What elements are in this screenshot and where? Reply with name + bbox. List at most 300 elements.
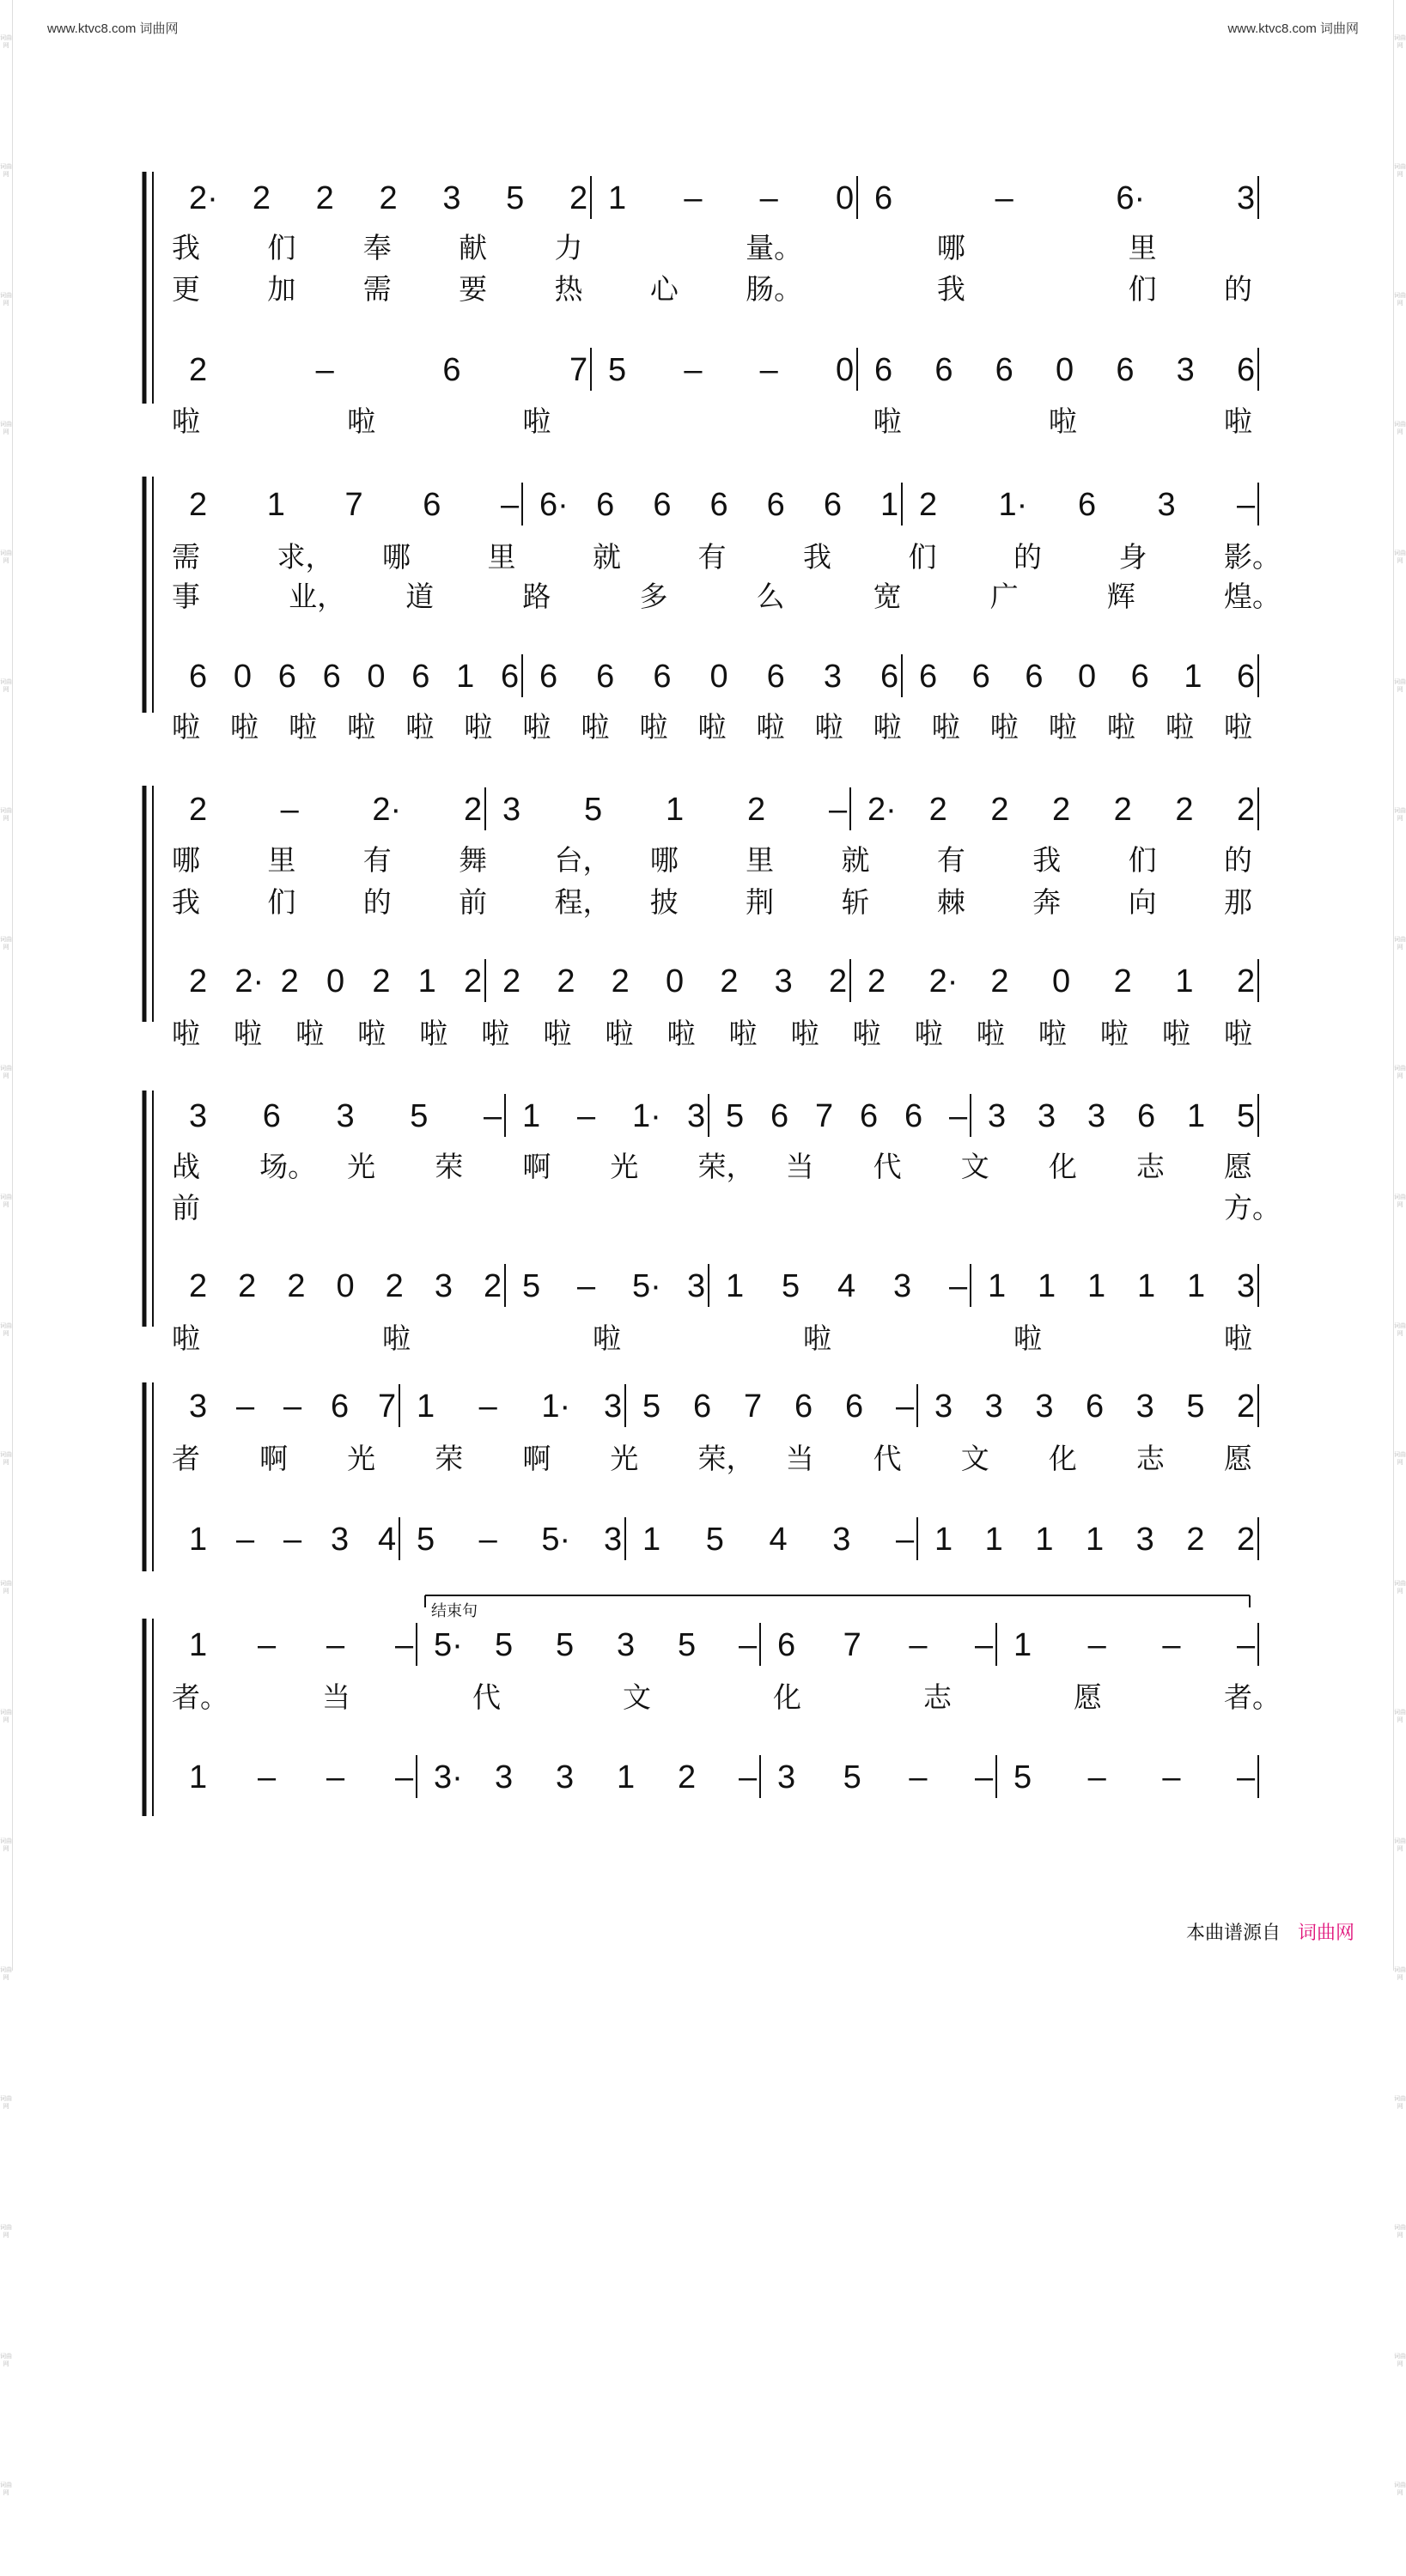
lyric-harmony: 啦 — [382, 1321, 411, 1355]
lyric-verse-1: 光 — [347, 1150, 376, 1183]
lyric-verse-1: 我 — [1032, 843, 1062, 877]
lower-voice-note: 2 — [464, 963, 483, 999]
lyric-verse-1: 们 — [1128, 843, 1157, 877]
upper-voice-note: – — [1162, 1627, 1181, 1663]
lower-voice-note: 0 — [336, 1268, 355, 1304]
lower-voice-note: 6 — [874, 352, 893, 388]
lower-voice-note: 0 — [1052, 963, 1071, 999]
upper-voice-note: 7 — [843, 1627, 861, 1663]
lyric-verse-1: 哪 — [172, 843, 200, 877]
upper-voice-note: 2 — [252, 180, 271, 216]
upper-voice-note: – — [1087, 1627, 1106, 1663]
upper-voice-note: 1 — [880, 487, 899, 523]
lyric-verse-1: 当 — [322, 1680, 350, 1714]
lyric-verse-1: 哪 — [382, 540, 411, 574]
lyric-harmony: 啦 — [593, 1321, 621, 1355]
left-side-watermark-strip: 词曲网 词曲网 词曲网 词曲网 词曲网 词曲网 词曲网 词曲网 词曲网 词曲网 词曲网 词曲网 词曲网 词曲网 词曲网 词曲网 词曲网 词曲网 词曲网 词曲网 — [0, 0, 13, 1971]
lyric-verse-1: 舞 — [459, 843, 488, 877]
lyric-verse-2: 道 — [405, 580, 435, 613]
upper-voice-note: 3 — [336, 1098, 355, 1134]
lower-voice-note: 4 — [837, 1268, 856, 1304]
lower-voice-note: 5 — [417, 1522, 435, 1558]
upper-voice-note: – — [280, 792, 299, 828]
upper-voice-note: 2 — [1052, 792, 1071, 828]
footer-source-label: 本曲谱源自 — [1185, 1923, 1281, 1944]
upper-voice-note: – — [684, 180, 703, 216]
upper-voice-note: 2 — [1237, 792, 1256, 828]
lyric-harmony: 啦 — [605, 1017, 634, 1050]
lyric-verse-2: 辉 — [1106, 580, 1135, 613]
lyric-harmony: 啦 — [1224, 1321, 1252, 1355]
lyric-verse-2: 的 — [1224, 272, 1252, 306]
lower-voice-note: 2 — [990, 963, 1009, 999]
upper-voice-note: – — [995, 180, 1013, 216]
lyric-verse-1: 有 — [697, 540, 727, 574]
lyric-verse-1: 献 — [459, 231, 488, 264]
lyric-verse-1: 荣 — [435, 1150, 464, 1183]
lower-voice-note: 3 — [1237, 1268, 1256, 1304]
lower-voice-note: 6 — [971, 659, 990, 695]
lyric-verse-1: 里 — [267, 843, 296, 877]
lower-voice-note: – — [478, 1522, 497, 1558]
lower-voice-note: 6 — [653, 659, 672, 695]
lyric-verse-2: 心 — [649, 272, 679, 306]
lyric-harmony: 啦 — [814, 710, 843, 744]
lyric-harmony: 啦 — [522, 404, 551, 438]
lyric-harmony: 啦 — [581, 710, 610, 744]
lyric-harmony: 啦 — [756, 710, 785, 744]
lower-voice-note: 6 — [1025, 659, 1044, 695]
lyric-verse-1: 们 — [267, 231, 296, 264]
lyric-harmony: 啦 — [172, 710, 200, 744]
lyric-verse-2: 事 — [172, 580, 200, 613]
lower-voice-note: – — [949, 1268, 968, 1304]
lower-voice-note: 2 — [385, 1268, 404, 1304]
lyric-verse-1: 哪 — [649, 843, 679, 877]
lyric-verse-2: 斩 — [841, 885, 870, 919]
lyric-verse-2: 更 — [172, 272, 200, 306]
lower-voice-note: 6 — [277, 659, 296, 695]
upper-voice-note: 2 — [919, 487, 938, 523]
upper-voice-note: 1 — [608, 180, 627, 216]
lyric-harmony: 啦 — [1038, 1017, 1067, 1050]
lower-voice-note: 3 — [604, 1522, 623, 1558]
upper-voice-note: 6 — [770, 1098, 789, 1134]
upper-voice-note: 5· — [434, 1627, 463, 1663]
lyric-verse-1: 者。 — [172, 1680, 228, 1714]
lyric-harmony: 啦 — [976, 1017, 1005, 1050]
upper-voice-note: 3 — [617, 1627, 636, 1663]
lower-voice-note: 1 — [189, 1522, 208, 1558]
upper-voice-note: 3 — [1157, 487, 1176, 523]
lower-voice-note: 5 — [782, 1268, 800, 1304]
lyric-verse-1: 有 — [362, 843, 392, 877]
lyric-harmony: 啦 — [481, 1017, 510, 1050]
lower-voice-note: 7 — [569, 352, 588, 388]
upper-voice-note: 2 — [189, 487, 208, 523]
lower-voice-note: 2 — [287, 1268, 306, 1304]
lower-voice-note: – — [896, 1522, 915, 1558]
upper-voice-note: 1 — [417, 1388, 435, 1425]
lyric-verse-2: 需 — [362, 272, 392, 306]
lyric-harmony: 啦 — [419, 1017, 448, 1050]
upper-voice-note: – — [829, 792, 848, 828]
lyric-verse-1: 文 — [623, 1680, 651, 1714]
lower-voice-note: 3 — [556, 1759, 575, 1795]
upper-voice-note: 3 — [502, 792, 521, 828]
upper-voice-note: 1 — [1187, 1098, 1206, 1134]
lyric-verse-2: 披 — [649, 885, 679, 919]
lower-voice-note: 2 — [867, 963, 886, 999]
lyric-verse-1: 志 — [923, 1680, 952, 1714]
lower-voice-note: 1 — [1184, 659, 1202, 695]
upper-voice-note: 2 — [747, 792, 766, 828]
lower-voice-note: 1 — [1175, 963, 1194, 999]
upper-voice-note: 1· — [541, 1388, 571, 1425]
lower-voice-note: – — [684, 352, 703, 388]
upper-voice-note: 3 — [934, 1388, 953, 1425]
lower-voice-note: – — [759, 352, 778, 388]
upper-voice-note: 2 — [379, 180, 398, 216]
lyric-harmony: 啦 — [803, 1321, 831, 1355]
lyric-verse-1: 就 — [841, 843, 870, 877]
upper-voice-note: 6 — [1086, 1388, 1105, 1425]
lyric-verse-1: 当 — [785, 1442, 814, 1475]
lyric-harmony: 啦 — [790, 1017, 819, 1050]
lower-voice-note: 0 — [367, 659, 386, 695]
upper-voice-note: 2 — [464, 792, 483, 828]
lower-voice-note: 6 — [501, 659, 520, 695]
lyric-verse-1: 文 — [960, 1150, 989, 1183]
upper-voice-note: 6 — [1137, 1098, 1156, 1134]
lower-voice-note: 2 — [484, 1268, 502, 1304]
lower-voice-note: 3 — [893, 1268, 912, 1304]
lower-voice-note: 2 — [280, 963, 299, 999]
lower-voice-note: 1 — [726, 1268, 745, 1304]
lower-voice-note: 6 — [189, 659, 208, 695]
lyric-verse-1: 愿 — [1224, 1442, 1252, 1475]
lower-voice-note: 2 — [1237, 963, 1256, 999]
lower-voice-note: 3· — [434, 1759, 463, 1795]
lyric-verse-2: 宽 — [873, 580, 902, 613]
upper-voice-note: – — [283, 1388, 302, 1425]
upper-voice-note: – — [484, 1098, 502, 1134]
lyric-verse-1: 愿 — [1074, 1680, 1102, 1714]
lyric-harmony: 啦 — [639, 710, 668, 744]
lower-voice-note: 1 — [642, 1522, 661, 1558]
lyric-verse-2: 肠。 — [746, 272, 803, 306]
lyric-verse-1: 我 — [172, 231, 200, 264]
lyric-harmony: 啦 — [522, 710, 551, 744]
lyric-verse-2: 我 — [936, 272, 965, 306]
lower-voice-note: – — [577, 1268, 596, 1304]
upper-voice-note: 6 — [794, 1388, 813, 1425]
lyric-harmony: 啦 — [289, 710, 318, 744]
lyric-verse-1: 代 — [873, 1150, 902, 1183]
lower-voice-note: – — [1087, 1759, 1106, 1795]
lyric-harmony: 啦 — [1161, 1017, 1190, 1050]
lyric-verse-1: 需 — [172, 540, 200, 574]
upper-voice-note: 5 — [495, 1627, 514, 1663]
lower-voice-note: 3 — [1176, 352, 1195, 388]
lower-voice-note: 2 — [557, 963, 575, 999]
lyric-verse-1: 里 — [487, 540, 516, 574]
upper-voice-note: 1· — [632, 1098, 661, 1134]
lower-voice-note: – — [1162, 1759, 1181, 1795]
lower-voice-note: – — [395, 1759, 414, 1795]
upper-voice-note: 3 — [1038, 1098, 1056, 1134]
upper-voice-note: 6 — [709, 487, 728, 523]
lyric-verse-2: 加 — [267, 272, 296, 306]
lyric-harmony: 啦 — [1165, 710, 1194, 744]
lyric-harmony: 啦 — [1013, 1321, 1042, 1355]
lower-voice-note: 4 — [378, 1522, 397, 1558]
upper-voice-note: 6 — [874, 180, 893, 216]
lower-voice-note: 6 — [1237, 352, 1256, 388]
upper-voice-note: 6 — [596, 487, 615, 523]
upper-voice-note: 6 — [423, 487, 441, 523]
upper-voice-note: 3 — [1087, 1098, 1106, 1134]
lower-voice-note: 6 — [766, 659, 785, 695]
lower-voice-note: 6 — [411, 659, 430, 695]
lower-voice-note: 2 — [1113, 963, 1132, 999]
lyric-harmony: 啦 — [852, 1017, 881, 1050]
lyric-verse-1: 啊 — [522, 1442, 551, 1475]
lyric-verse-2: 路 — [522, 580, 551, 613]
upper-voice-note: 6 — [777, 1627, 796, 1663]
lower-voice-note: 1 — [988, 1268, 1007, 1304]
upper-voice-note: – — [258, 1627, 277, 1663]
lower-voice-note: 0 — [709, 659, 728, 695]
upper-voice-note: 6· — [1116, 180, 1146, 216]
lyric-verse-1: 光 — [347, 1442, 376, 1475]
upper-voice-note: 3 — [1135, 1388, 1154, 1425]
lyric-verse-1: 化 — [1048, 1442, 1077, 1475]
upper-voice-note: 2 — [1113, 792, 1132, 828]
lyric-verse-1: 里 — [1128, 231, 1157, 264]
upper-voice-note: 7 — [378, 1388, 397, 1425]
lower-voice-note: 1 — [456, 659, 475, 695]
lower-voice-note: 2 — [238, 1268, 257, 1304]
lyric-verse-2: 方。 — [1224, 1191, 1281, 1224]
lower-voice-note: 2· — [234, 963, 265, 999]
upper-voice-note: 5 — [506, 180, 525, 216]
lower-voice-note: 6 — [322, 659, 341, 695]
lower-voice-note: 6 — [442, 352, 461, 388]
lower-voice-note: – — [283, 1522, 302, 1558]
lyric-harmony: 啦 — [1048, 404, 1077, 438]
lower-voice-note: 5· — [632, 1268, 661, 1304]
lower-voice-note: 0 — [836, 352, 855, 388]
lower-voice-note: 6 — [934, 352, 953, 388]
upper-voice-note: – — [975, 1627, 994, 1663]
lower-voice-note: 0 — [326, 963, 345, 999]
upper-voice-note: 3 — [189, 1098, 208, 1134]
lyric-harmony: 啦 — [1224, 710, 1252, 744]
lower-voice-note: 5 — [705, 1522, 724, 1558]
lyric-verse-1: 荣， — [697, 1442, 755, 1475]
lyric-verse-1: 战 — [172, 1150, 200, 1183]
upper-voice-note: 6 — [904, 1098, 923, 1134]
upper-voice-note: – — [739, 1627, 758, 1663]
lyric-verse-2: 向 — [1128, 885, 1157, 919]
lower-voice-note: 1 — [934, 1522, 953, 1558]
upper-voice-note: 6 — [693, 1388, 712, 1425]
lyric-verse-1: 化 — [1048, 1150, 1077, 1183]
lyric-verse-1: 光 — [610, 1150, 639, 1183]
lower-voice-note: 5 — [843, 1759, 861, 1795]
upper-voice-note: 7 — [815, 1098, 834, 1134]
ending-label: 结束句 — [431, 1602, 478, 1620]
upper-voice-note: 5 — [642, 1388, 661, 1425]
right-side-watermark-strip: 词曲网 词曲网 词曲网 词曲网 词曲网 词曲网 词曲网 词曲网 词曲网 词曲网 词曲网 词曲网 词曲网 词曲网 词曲网 词曲网 词曲网 词曲网 词曲网 词曲网 — [1393, 0, 1406, 1971]
lower-voice-note: 3 — [434, 1268, 453, 1304]
lower-voice-note: 2 — [611, 963, 630, 999]
lyric-verse-2: 们 — [1128, 272, 1157, 306]
lower-voice-note: 2 — [372, 963, 391, 999]
upper-voice-note: – — [949, 1098, 968, 1134]
upper-voice-note: 5 — [678, 1627, 697, 1663]
lower-voice-note: 4 — [769, 1522, 788, 1558]
lyric-verse-2: 业， — [289, 580, 346, 613]
lyric-verse-2: 荆 — [746, 885, 775, 919]
upper-voice-note: – — [1237, 487, 1256, 523]
lower-voice-note: 6 — [880, 659, 899, 695]
lyric-verse-1: 愿 — [1224, 1150, 1252, 1183]
lyric-harmony: 啦 — [405, 710, 435, 744]
lower-voice-note: 1 — [1086, 1522, 1105, 1558]
lyric-verse-1: 荣 — [435, 1442, 464, 1475]
lower-voice-note: 2 — [1237, 1522, 1256, 1558]
upper-voice-note: 5 — [410, 1098, 429, 1134]
upper-voice-note: 3 — [988, 1098, 1007, 1134]
lyric-verse-1: 求， — [277, 540, 334, 574]
lyric-verse-1: 有 — [936, 843, 965, 877]
lower-voice-note: 2 — [678, 1759, 697, 1795]
lyric-harmony: 啦 — [357, 1017, 386, 1050]
lower-voice-note: 3 — [777, 1759, 796, 1795]
upper-voice-note: 3 — [442, 180, 461, 216]
lyric-verse-2: 的 — [362, 885, 392, 919]
lyric-verse-1: 化 — [773, 1680, 801, 1714]
lower-voice-note: 3 — [774, 963, 793, 999]
lower-voice-note: 5 — [608, 352, 627, 388]
upper-voice-note: 2 — [569, 180, 588, 216]
lyric-verse-1: 身 — [1118, 540, 1147, 574]
upper-voice-note: 1 — [189, 1627, 208, 1663]
lower-voice-note: 1 — [1035, 1522, 1054, 1558]
lyric-verse-2: 煌。 — [1224, 580, 1281, 613]
upper-voice-note: 6 — [823, 487, 842, 523]
lower-voice-note: 5 — [1013, 1759, 1032, 1795]
lyric-harmony: 啦 — [1106, 710, 1135, 744]
lyric-verse-2: 多 — [639, 580, 668, 613]
lower-voice-note: – — [326, 1759, 345, 1795]
lyric-verse-1: 志 — [1135, 1442, 1165, 1475]
upper-voice-note: 7 — [344, 487, 363, 523]
lower-voice-note: 6 — [1116, 352, 1135, 388]
lyric-verse-1: 场。 — [259, 1150, 317, 1183]
upper-voice-note: – — [395, 1627, 414, 1663]
lower-voice-note: 0 — [666, 963, 685, 999]
lower-voice-note: 1 — [984, 1522, 1003, 1558]
lower-voice-note: – — [315, 352, 334, 388]
lyric-harmony: 啦 — [873, 710, 902, 744]
lower-voice-note: 5· — [541, 1522, 571, 1558]
upper-voice-note: – — [896, 1388, 915, 1425]
lower-voice-note: 5 — [522, 1268, 541, 1304]
upper-voice-note: 6 — [860, 1098, 879, 1134]
lyric-harmony: 啦 — [914, 1017, 943, 1050]
lyric-verse-1: 者。 — [1224, 1680, 1281, 1714]
lyric-verse-1: 文 — [960, 1442, 989, 1475]
upper-voice-note: 6 — [331, 1388, 350, 1425]
lower-voice-note: 1 — [1137, 1268, 1156, 1304]
lyric-harmony: 啦 — [230, 710, 259, 744]
lyric-verse-2: 么 — [756, 580, 785, 613]
lyric-harmony: 啦 — [931, 710, 960, 744]
upper-voice-note: 5 — [1237, 1098, 1256, 1134]
lower-voice-note: 1 — [1187, 1268, 1206, 1304]
lower-voice-note: 3 — [832, 1522, 851, 1558]
lower-voice-note: 2 — [720, 963, 739, 999]
upper-voice-note: – — [326, 1627, 345, 1663]
upper-voice-note: 0 — [836, 180, 855, 216]
upper-voice-note: 1· — [998, 487, 1028, 523]
lower-voice-note: 6 — [539, 659, 558, 695]
upper-voice-note: 3 — [687, 1098, 706, 1134]
lyric-verse-2: 奔 — [1032, 885, 1062, 919]
lyric-verse-1: 奉 — [362, 231, 392, 264]
upper-voice-note: 6 — [766, 487, 785, 523]
upper-voice-note: – — [236, 1388, 255, 1425]
lower-voice-note: 6 — [1237, 659, 1256, 695]
lyric-harmony: 啦 — [295, 1017, 325, 1050]
lyric-verse-2: 我 — [172, 885, 200, 919]
upper-voice-note: – — [501, 487, 520, 523]
lyric-verse-2: 要 — [459, 272, 488, 306]
lyric-harmony: 啦 — [1048, 710, 1077, 744]
lyric-verse-2: 前 — [172, 1191, 200, 1224]
upper-voice-note: – — [478, 1388, 497, 1425]
upper-voice-note: 3 — [604, 1388, 623, 1425]
header-left-watermark: www.ktvc8.com 词曲网 — [47, 21, 179, 36]
lower-voice-note: 3 — [495, 1759, 514, 1795]
lyric-verse-2: 热 — [554, 272, 583, 306]
upper-voice-note: 6 — [653, 487, 672, 523]
lower-voice-note: – — [975, 1759, 994, 1795]
lyric-harmony: 啦 — [1224, 404, 1252, 438]
lyric-verse-1: 啊 — [522, 1150, 551, 1183]
upper-voice-note: 2 — [990, 792, 1009, 828]
lyric-verse-1: 我 — [803, 540, 831, 574]
lower-voice-note: – — [1237, 1759, 1256, 1795]
lyric-verse-2: 那 — [1224, 885, 1252, 919]
lower-voice-note: 2 — [1186, 1522, 1205, 1558]
lyric-verse-1: 代 — [472, 1680, 501, 1714]
lower-voice-note: 2 — [189, 963, 208, 999]
upper-voice-note: 6 — [262, 1098, 281, 1134]
upper-voice-note: – — [577, 1098, 596, 1134]
upper-voice-note: 2 — [1237, 1388, 1256, 1425]
upper-voice-note: 1 — [666, 792, 685, 828]
lyric-harmony: 啦 — [172, 404, 200, 438]
lower-voice-note: 2 — [829, 963, 848, 999]
upper-voice-note: 3 — [189, 1388, 208, 1425]
lyric-harmony: 啦 — [697, 710, 727, 744]
lyric-verse-1: 就 — [593, 540, 621, 574]
upper-voice-note: 3 — [984, 1388, 1003, 1425]
